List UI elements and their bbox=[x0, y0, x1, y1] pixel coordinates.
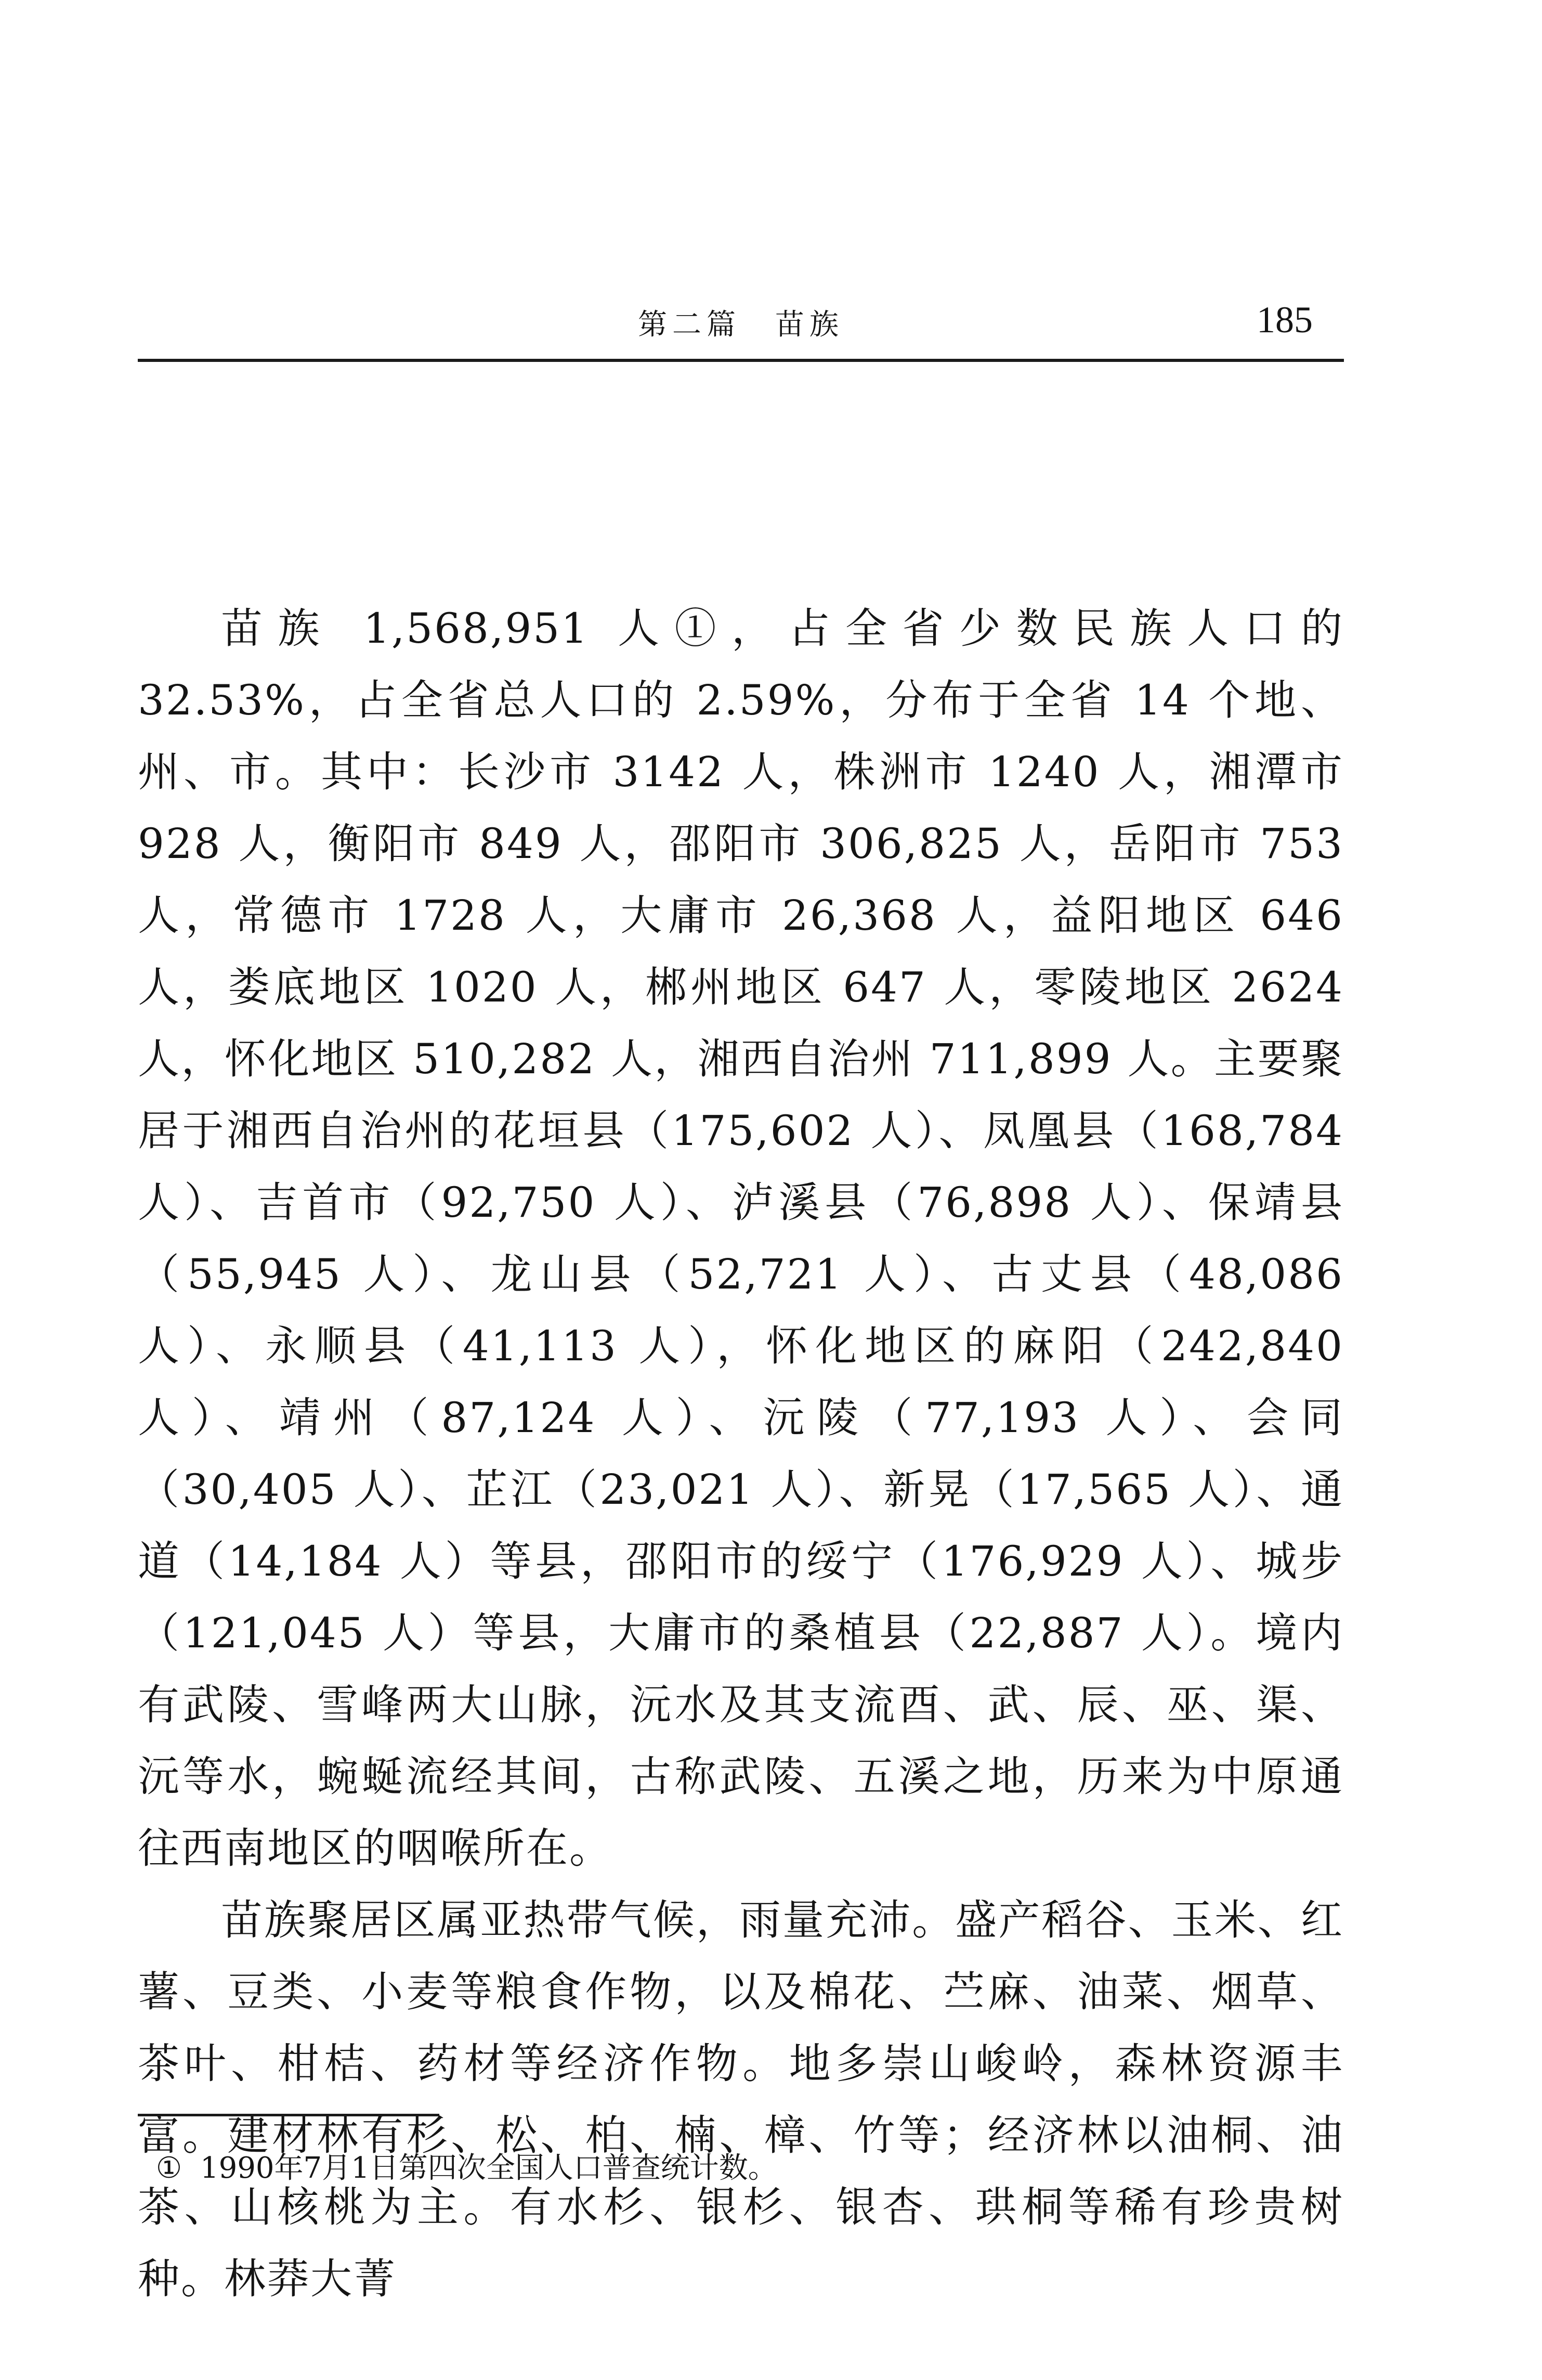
page-number: 185 bbox=[1257, 299, 1313, 341]
running-header bbox=[138, 291, 1344, 343]
footnote-rule bbox=[138, 2114, 439, 2116]
footnote-mark: ① bbox=[155, 2151, 182, 2185]
chapter-title: 第二篇 苗族 bbox=[638, 308, 844, 342]
body-text bbox=[138, 593, 1344, 2315]
footnote bbox=[138, 2148, 1344, 2189]
header-rule bbox=[138, 359, 1344, 362]
paragraph-climate: 苗族聚居区属亚热带气候，雨量充沛。盛产稻谷、玉米、红薯、豆类、小麦等粮食作物，以及棉花、苎麻、油菜、烟草、茶叶、柑桔、药材等经济作物。地多崇山峻岭，森林资源丰富。建材林有杉、松、柏、楠、樟、竹等；经济林以油桐、油茶、山核桃为主。有水杉、银杉、银杏、珙桐等稀有珍贵树种。林莽大菁 bbox=[138, 1896, 1344, 2303]
paragraph-population: 苗族 1,568,951 人①，占全省少数民族人口的 32.53%，占全省总人口的 2.59%，分布于全省 14 个地、州、市。其中：长沙市 3142 人，株洲市 1240 人，湘潭市 928 人，衡阳市 849 人，邵阳市 306,825 人，岳阳市 753 人，常德市 1728 人，大庸市 26,368 人，益阳地区 646 人，娄底地区 1020 人，郴州地区 647 人，零陵地区 2624 人，怀化地区 510,282 人，湘西自治州 711,899 人。主要聚居于湘西自治州的花垣县（175,602 人）、凤凰县（168,784 人）、吉首市（92,750 人）、泸溪县（76,898 人）、保靖县（55,945 人）、龙山县（52,721 人）、古丈县（48,086 人）、永顺县（41,113 人），怀化地区的麻阳（242,840 人）、靖州（87,124 人）、沅陵（77,193 人）、会同（30,405 人）、芷江（23,021 人）、新晃（17,565 人）、通道（14,184 人）等县，邵阳市的绥宁（176,929 人）、城步（121,045 人）等县，大庸市的桑植县（22,887 人）。境内有武陵、雪峰两大山脉，沅水及其支流酉、武、辰、巫、渠、沅等水，蜿蜒流经其间，古称武陵、五溪之地，历来为中原通往西南地区的咽喉所在。 bbox=[138, 604, 1344, 1872]
footnote-text: 1990年7月1日第四次全国人口普查统计数。 bbox=[200, 2151, 777, 2185]
